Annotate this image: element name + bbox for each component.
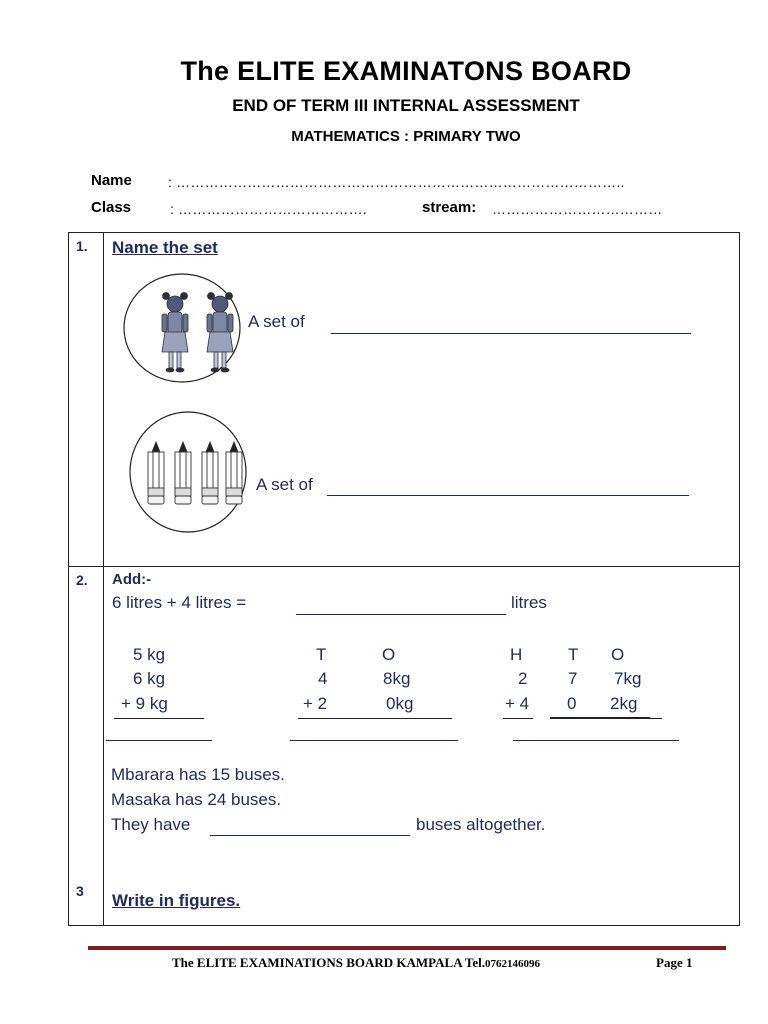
question-number-2: 2. [76, 572, 88, 588]
subject-line: MATHEMATICS : PRIMARY TWO [291, 128, 521, 145]
sum2-row2-tens: + 2 [303, 694, 328, 713]
sum2-row2-ones: 0kg [386, 694, 414, 713]
girl-icon [162, 293, 188, 373]
girls-set-circle [122, 272, 244, 384]
sum3-row1-ones: 7kg [614, 669, 642, 688]
buses-answer-line[interactable] [210, 835, 410, 836]
page-number: Page 1 [656, 955, 693, 970]
sum3-row2-tens: 0 [567, 694, 577, 713]
sum3-rule-bold [550, 717, 650, 719]
story-line-1: Mbarara has 15 buses. [111, 765, 285, 784]
sum3-header-tens: T [568, 645, 579, 664]
sum3-row2-hundreds: + 4 [505, 694, 530, 713]
class-field[interactable]: : …………………………………. [170, 201, 367, 217]
sum2-header-ones: O [382, 645, 396, 664]
sum3-row1-hundreds: 2 [518, 669, 528, 688]
question-3-heading: Write in figures. [112, 891, 241, 910]
sum2-header-tens: T [316, 645, 327, 664]
question-number-1: 1. [76, 238, 88, 254]
footer-board-text [172, 955, 540, 971]
sum2-answer-line[interactable] [290, 740, 458, 741]
sum2-rule [298, 718, 452, 719]
pencils-set-circle [128, 410, 250, 534]
stream-field[interactable]: ……………………………… [492, 201, 663, 217]
sum2-row1-tens: 4 [318, 669, 328, 688]
pencil-icon [202, 442, 218, 504]
story-line-2: Masaka has 24 buses. [111, 790, 282, 809]
litres-sum-expression: 6 litres + 4 litres = [112, 593, 247, 612]
footer-board-name: The ELITE EXAMINATIONS BOARD KAMPALA Tel. [172, 955, 486, 970]
set-2-answer-line[interactable] [327, 495, 689, 496]
name-label: Name [91, 172, 132, 189]
story-question-start: They have [111, 815, 191, 834]
footer-rule [88, 946, 726, 950]
question-number-3: 3 [76, 883, 84, 899]
sum3-answer-line[interactable] [513, 740, 679, 741]
sum2-row1-ones: 8kg [383, 669, 411, 688]
sum1-rule [114, 718, 204, 719]
stream-label: stream: [422, 199, 477, 216]
sum3-rule-left [503, 718, 533, 719]
set-2-prompt: A set of [256, 475, 313, 494]
sum3-row1-tens: 7 [568, 669, 578, 688]
question-2-heading: Add:- [112, 571, 152, 588]
set-1-prompt: A set of [248, 312, 305, 331]
story-question-end: buses altogether. [416, 815, 546, 834]
exam-board-title: The ELITE EXAMINATONS BOARD [180, 56, 632, 86]
question-1-heading: Name the set [112, 238, 218, 257]
pencil-icon [148, 442, 164, 504]
sum3-row2-ones: 2kg [610, 694, 638, 713]
sum3-rule-right [650, 718, 662, 719]
set-1-answer-line[interactable] [331, 333, 691, 334]
litres-unit: litres [511, 593, 547, 612]
class-label: Class [91, 199, 132, 216]
litres-answer-line[interactable] [296, 614, 506, 615]
row-divider [68, 566, 740, 567]
sum3-header-hundreds: H [510, 645, 523, 664]
sum3-header-ones: O [611, 645, 625, 664]
assessment-subtitle: END OF TERM III INTERNAL ASSESSMENT [232, 96, 580, 115]
sum1-answer-line[interactable] [106, 740, 212, 741]
pencil-icon [226, 442, 242, 504]
name-field[interactable]: : ………………………………………………………………………………….. [168, 174, 625, 190]
sum1-addend-2: 6 kg [133, 669, 166, 688]
footer-telephone: 0762146096 [485, 958, 541, 970]
pencil-icon [175, 442, 191, 504]
number-column-divider [103, 232, 104, 925]
sum1-addend-1: 5 kg [133, 645, 166, 664]
sum1-addend-3: + 9 kg [121, 694, 168, 713]
